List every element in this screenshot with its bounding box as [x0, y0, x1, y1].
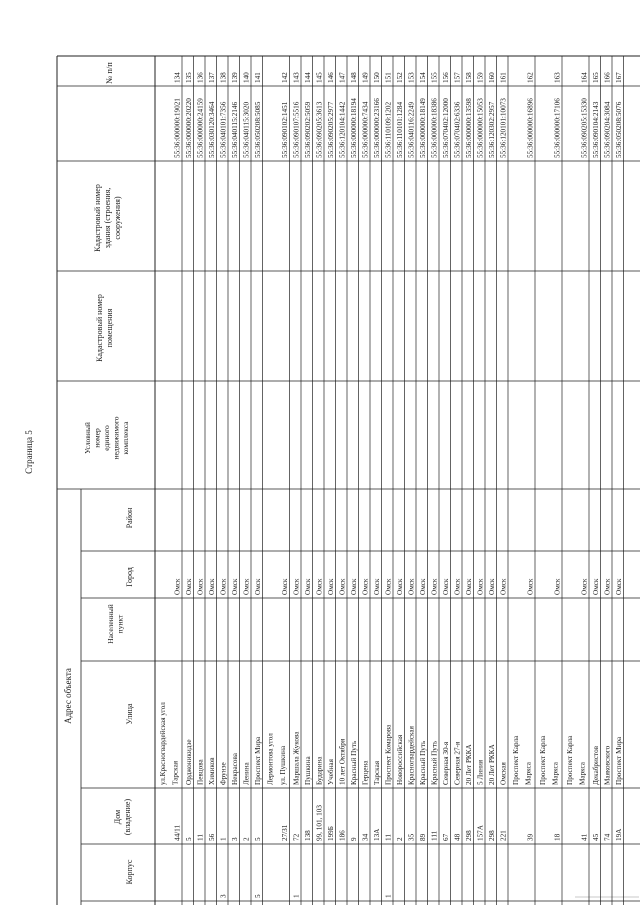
row-number: 159	[476, 72, 485, 83]
city-cell: Омск	[350, 578, 358, 595]
street-cell: Красный Путь	[350, 740, 358, 785]
building-cadastral-number: 55:36:120101:10073	[499, 98, 508, 158]
building-cadastral-number: 55:36:070402:12000	[442, 98, 450, 158]
row-number: 139	[231, 72, 239, 83]
house-cell: 45	[592, 833, 600, 841]
row-number: 153	[407, 72, 416, 83]
street-cell: Бударина	[315, 756, 324, 785]
building-cadastral-number: 55:36:110109:1202	[384, 101, 393, 158]
street-cell: Фрунзе	[219, 762, 228, 785]
street-cell: Маяковского	[603, 745, 612, 785]
building-cadastral-number: 55:36:040101:7356	[219, 101, 228, 158]
building-cadastral-number: 55:36:040115:3020	[242, 101, 251, 158]
building-cadastral-number: 55:36:120104:1442	[338, 101, 347, 158]
street-cell: Новороссийская	[396, 734, 404, 785]
house-cell: 35	[407, 833, 416, 841]
building-cadastral-number: 55:36:090204:3084	[603, 101, 612, 158]
building-cadastral-number: 55:36:050208:5085	[254, 101, 262, 158]
house-cell: 72	[292, 833, 301, 841]
city-cell: Омск	[219, 578, 228, 595]
row-number: 156	[442, 72, 450, 83]
row-number: 165	[592, 72, 600, 83]
building-cadastral-number: 55:36:090202:5059	[304, 101, 312, 158]
street-cell: Герцена	[361, 760, 370, 785]
city-cell: Омск	[465, 578, 473, 595]
street-cell: Проспект Карла	[512, 735, 520, 785]
city-cell: Омск	[453, 578, 462, 595]
row-number: 158	[465, 72, 473, 83]
street-cell: Проспект Комарова	[384, 724, 393, 785]
building-cadastral-number: 55:36:040115:2146	[231, 101, 239, 158]
street-cell: Проспект Мира	[254, 736, 262, 785]
house-cell: 5	[185, 837, 193, 841]
building-cadastral-number: 55:36:000000:24159	[196, 98, 205, 158]
building-cadastral-number: 55:36:000000:23166	[373, 98, 381, 158]
row-number: 140	[242, 72, 251, 83]
city-cell: Омск	[407, 578, 416, 595]
city-cell: Омск	[292, 578, 301, 595]
row-number: 134	[173, 72, 182, 83]
street-cell: Учебная	[327, 759, 335, 785]
city-cell: Омск	[373, 578, 381, 595]
building-cadastral-number: 55:36:000000:15053	[476, 98, 485, 158]
korpus-cell: 5	[254, 894, 262, 898]
building-cadastral-number: 55:36:090205:3613	[315, 101, 324, 158]
row-number: 151	[384, 72, 393, 83]
street-cell: Маршала Жукова	[292, 731, 301, 785]
street-cell: Некрасова	[231, 753, 239, 785]
building-cadastral-number: 55:36:000000:13598	[465, 98, 473, 158]
house-cell: 19А	[615, 828, 623, 841]
city-cell: Омск	[361, 578, 370, 595]
city-cell: Омск	[603, 578, 612, 595]
street-cell: Певцова	[196, 759, 205, 785]
header-house: Дом(владение)	[113, 798, 132, 836]
building-cadastral-number: 55:36:000000:18386	[430, 98, 439, 158]
house-cell: 39	[526, 833, 535, 841]
building-cadastral-number: 55:36:000000:7434	[361, 101, 370, 158]
building-cadastral-number: 55:36:000000:18194	[350, 98, 358, 158]
house-cell: 2	[396, 837, 404, 841]
house-cell: 186	[338, 830, 347, 841]
house-cell: 18	[553, 833, 562, 841]
row-number: 166	[603, 72, 612, 83]
building-cadastral-number: 55:36:090102:1451	[281, 101, 289, 158]
house-cell: 298	[465, 830, 473, 841]
row-number: 149	[361, 72, 370, 83]
street-cell: 20 Лет РККА	[465, 744, 473, 785]
city-cell: Омск	[315, 578, 324, 595]
city-cell: Омск	[430, 578, 439, 595]
header-district: Район	[125, 507, 134, 529]
row-number: 144	[304, 72, 312, 83]
building-cadastral-number: 55:36:000000:17106	[553, 98, 562, 158]
building-cadastral-number: 55:36:090107:5516	[292, 101, 301, 158]
building-cadastral-number: 55:36:040116:2249	[407, 101, 416, 158]
city-cell: Омск	[281, 578, 289, 595]
header-city: Город	[125, 567, 134, 587]
house-cell: 298	[488, 830, 496, 841]
house-cell: 111	[430, 830, 439, 841]
building-cadastral-number: 55:36:090205:2977	[327, 101, 335, 158]
street-cell: Химиков	[208, 757, 216, 785]
street-cell: Декабристов	[592, 745, 600, 785]
city-cell: Омск	[419, 578, 427, 595]
building-cadastral-number: 55:36:000000:18149	[419, 98, 427, 158]
header-address-group: Адрес объекта	[63, 668, 73, 724]
city-cell: Омск	[615, 578, 623, 595]
header-num: № п/п	[104, 62, 114, 84]
street-cell: Орджоникидзе	[185, 739, 193, 785]
street-cell: Проспект Карла	[566, 735, 574, 785]
house-cell: 41	[580, 833, 589, 841]
city-cell: Омск	[396, 578, 404, 595]
street-cell: Пушкина	[304, 756, 312, 785]
street-cell: Проспект Мира	[615, 736, 623, 785]
house-cell: 221	[499, 830, 508, 841]
street-cell: Северная 30-я	[442, 741, 450, 785]
city-cell: Омск	[384, 578, 393, 595]
header-settlement: Населенныйпункт	[106, 604, 125, 644]
korpus-cell: 1	[384, 894, 393, 898]
city-cell: Омск	[592, 578, 600, 595]
row-number: 143	[292, 72, 301, 83]
building-cadastral-number: 55:36:090104:2143	[592, 101, 600, 158]
city-cell: Омск	[442, 578, 450, 595]
house-cell: 13А	[373, 828, 381, 841]
house-cell: 27/31	[281, 824, 289, 841]
street-cell: Красный Путь	[419, 740, 427, 785]
house-cell: 138	[304, 830, 312, 841]
street-cell: ул.Красногвардейская угол	[159, 702, 167, 785]
row-number: 150	[373, 72, 381, 83]
house-cell: 2	[242, 837, 251, 841]
row-number: 135	[185, 72, 193, 83]
house-cell: 199Б	[327, 826, 335, 841]
building-cadastral-number: 55:36:090205:15330	[580, 98, 589, 158]
building-cadastral-number: 55:36:120302:2957	[488, 101, 496, 158]
street-cell: 20 Лет РККА	[488, 744, 496, 785]
house-cell: 5	[254, 837, 262, 841]
city-cell: Омск	[196, 578, 205, 595]
house-cell: 34	[361, 833, 370, 841]
row-number: 154	[419, 72, 427, 83]
house-cell: 11	[384, 834, 393, 841]
city-cell: Омск	[327, 578, 335, 595]
row-number: 152	[396, 72, 404, 83]
building-cadastral-number: 55:36:000000:19021	[173, 98, 182, 158]
house-cell: 157А	[476, 825, 485, 841]
city-cell: Омск	[580, 578, 589, 595]
row-number: 141	[254, 72, 262, 83]
street-cell: Маркса	[578, 762, 587, 785]
city-cell: Омск	[254, 578, 262, 595]
building-cadastral-number: 55:36:030120:3464	[208, 101, 216, 158]
header-building-cad: Кадастровый номерздания (строения,сооружения)	[93, 184, 122, 252]
building-cadastral-number: 55:36:000000:20220	[185, 98, 193, 158]
street-cell: Красногвардейская	[407, 726, 416, 785]
street-cell: Проспект Карла	[539, 735, 547, 785]
house-cell: 1	[219, 837, 228, 841]
building-cadastral-number: 55:36:070402:6336	[453, 101, 462, 158]
city-cell: Омск	[553, 578, 562, 595]
house-cell: 67	[442, 833, 450, 841]
city-cell: Омск	[338, 578, 347, 595]
city-cell: Омск	[208, 578, 216, 595]
korpus-cell: 3	[219, 894, 228, 898]
korpus-cell: 1	[292, 894, 301, 898]
street-cell: Северная 27-я	[453, 741, 462, 785]
row-number: 162	[526, 72, 535, 83]
city-cell: Омск	[488, 578, 496, 595]
row-number: 146	[327, 72, 335, 83]
street-cell: 10 лет Октября	[338, 738, 347, 785]
city-cell: Омск	[304, 578, 312, 595]
city-cell: Омск	[499, 578, 508, 595]
street-cell: ул. Пушкина	[279, 745, 287, 785]
street-cell: Лермонтова угол	[266, 733, 275, 785]
street-cell: Маркса	[551, 762, 560, 785]
row-number: 142	[281, 72, 289, 83]
header-room-cad: Кадастровый номерпомещения	[95, 294, 114, 362]
house-cell: 99, 101, 103	[315, 805, 324, 841]
row-number: 137	[208, 72, 216, 83]
house-cell: 48	[453, 833, 462, 841]
header-street: Улица	[125, 703, 134, 725]
city-cell: Омск	[173, 578, 182, 595]
row-number: 136	[196, 72, 205, 83]
house-cell: 89	[419, 833, 427, 841]
street-cell: Тарская	[373, 760, 381, 785]
building-cadastral-number: 55:36:110101:1284	[396, 101, 404, 158]
street-cell: Красный Путь	[430, 740, 439, 785]
street-cell: Омская	[499, 762, 508, 785]
row-number: 138	[219, 72, 228, 83]
house-cell: 56	[208, 833, 216, 841]
house-cell: 9	[350, 837, 358, 841]
row-number: 145	[315, 72, 324, 83]
header-complex-num: Условныйномерединогонедвижимогокомплекса	[83, 416, 130, 460]
row-number: 164	[580, 72, 589, 83]
building-cadastral-number: 55:36:050208:5076	[615, 101, 623, 158]
row-number: 161	[499, 72, 508, 83]
city-cell: Омск	[526, 578, 535, 595]
row-number: 157	[453, 72, 462, 83]
city-cell: Омск	[242, 578, 251, 595]
row-number: 160	[488, 72, 496, 83]
row-number: 148	[350, 72, 358, 83]
street-cell: Маркса	[524, 762, 533, 785]
house-cell: 44/11	[173, 824, 182, 841]
building-cadastral-number: 55:36:000000:16896	[526, 98, 535, 158]
page-label: Страница 5	[24, 430, 34, 474]
row-number: 163	[553, 72, 562, 83]
street-cell: Тарская	[171, 760, 180, 785]
city-cell: Омск	[185, 578, 193, 595]
row-number: 155	[430, 72, 439, 83]
house-cell: 3	[231, 837, 239, 841]
city-cell: Омск	[476, 578, 485, 595]
city-cell: Омск	[231, 578, 239, 595]
street-cell: Ленина	[242, 762, 251, 785]
house-cell: 74	[603, 833, 612, 841]
street-cell: 5 Линия	[476, 759, 485, 785]
row-number: 167	[615, 72, 623, 83]
row-number: 147	[338, 72, 347, 83]
house-cell: 11	[196, 834, 205, 841]
header-korpus: Корпус	[125, 859, 134, 885]
